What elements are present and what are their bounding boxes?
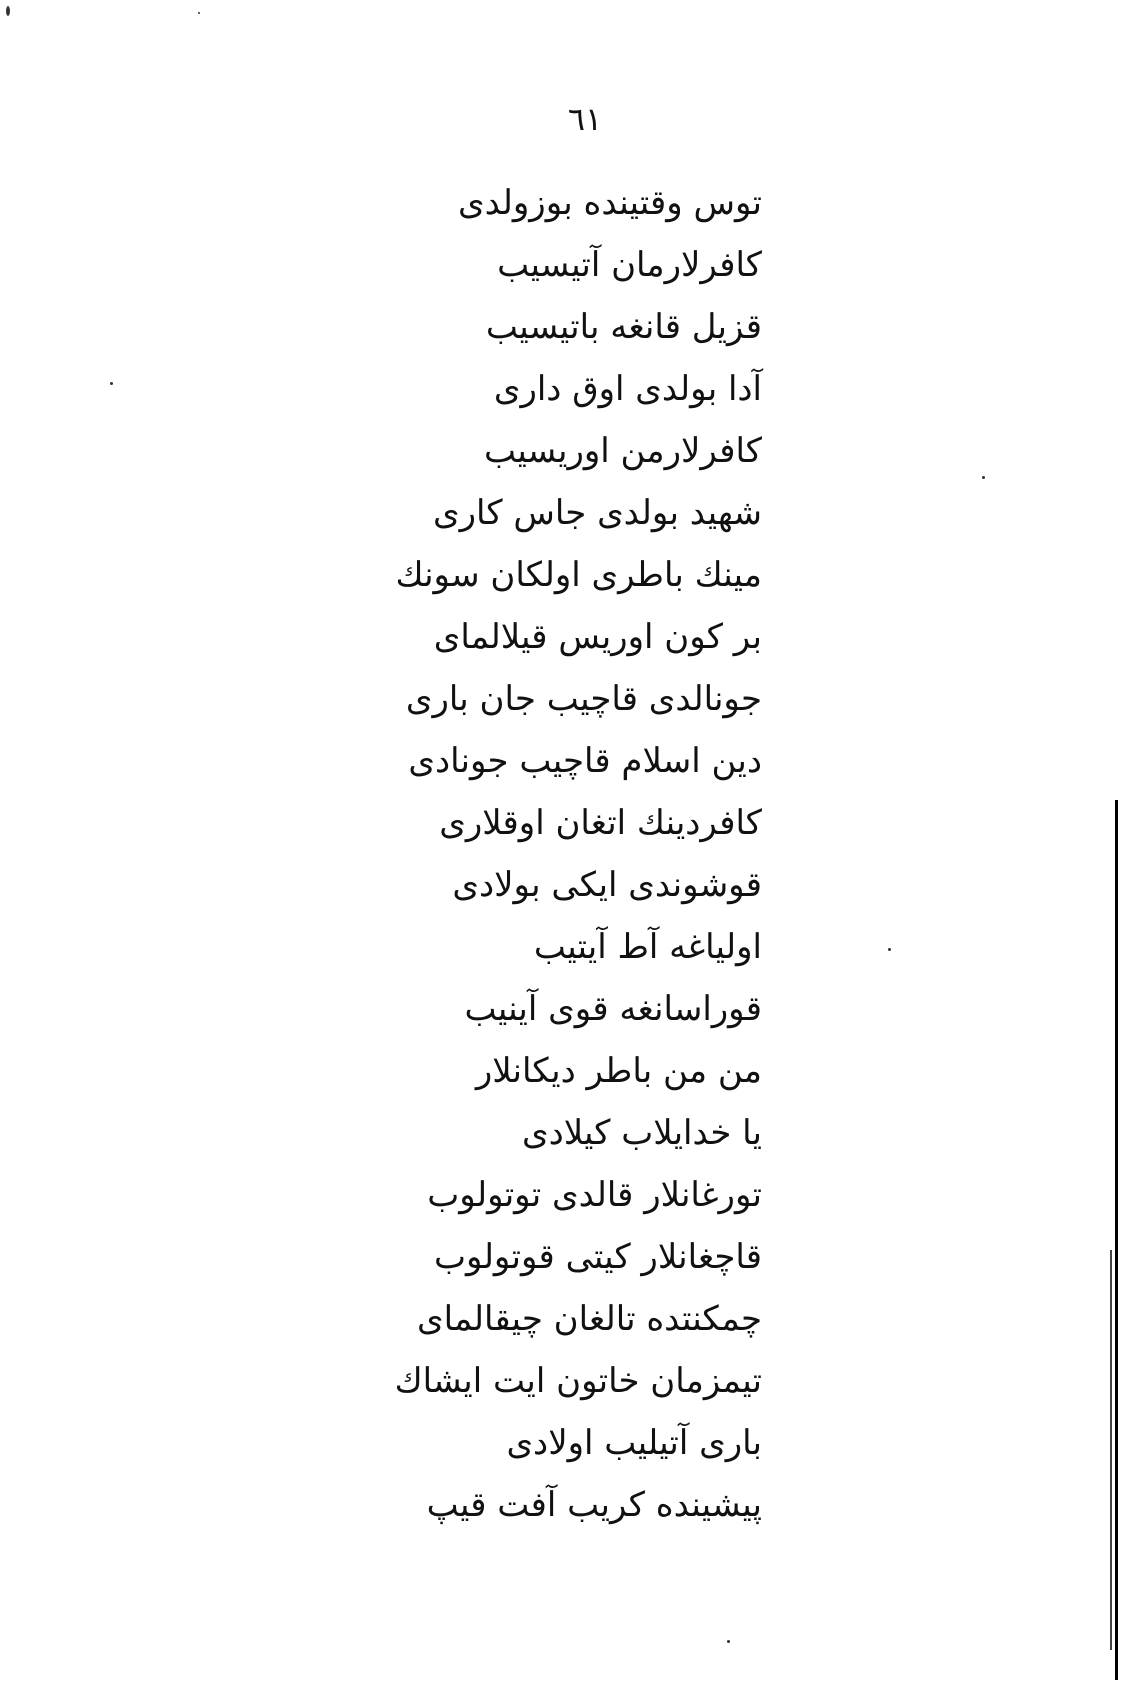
- verse-line: آدا بولدی اوق داری: [493, 369, 762, 409]
- scan-speck: [198, 12, 200, 14]
- verse-line: کافرلارمان آتیسیب: [497, 245, 762, 285]
- scan-speck: [110, 382, 113, 385]
- verse-line: دین اسلام قاچیب جونادی: [408, 741, 762, 781]
- scan-edge-line: [1110, 1250, 1112, 1650]
- scan-speck: [888, 948, 891, 951]
- verse-line: قاچغانلار کیتی قوتولوب: [434, 1237, 762, 1277]
- scan-speck: [6, 6, 10, 16]
- verse-line: من من باطر دیکانلار: [475, 1051, 762, 1091]
- verse-line: تیمزمان خاتون ایت ایشاك: [394, 1361, 762, 1401]
- scan-edge-line: [1115, 800, 1118, 1680]
- verse-line: بر کون اوریس قیلالمای: [433, 617, 762, 657]
- verse-line: شهید بولدی جاس کاری: [433, 493, 762, 533]
- verse-line: قزیل قانغه باتیسیب: [485, 307, 762, 347]
- verse-line: کافرلارمن اوریسیب: [484, 431, 762, 471]
- verse-line: اولیاغه آط آیتیب: [533, 927, 762, 967]
- poem-text: [342, 172, 762, 1536]
- verse-line: باری آتیلیب اولادی: [506, 1423, 762, 1463]
- verse-line: قوشوندی ایکی بولادی: [452, 865, 762, 905]
- verse-line: پیشینده کریب آفت قیپ: [426, 1485, 762, 1525]
- verse-line: کافردینك اتغان اوقلاری: [439, 803, 762, 843]
- page-number: ٦١: [567, 100, 603, 138]
- scan-speck: [982, 476, 985, 479]
- verse-line: قوراسانغه قوی آینیب: [464, 989, 762, 1029]
- verse-line: مینك باطری اولکان سونك: [395, 555, 762, 595]
- verse-line: یا خدایلاب کیلادی: [522, 1113, 762, 1153]
- verse-line: چمکنتده تالغان چیقالمای: [417, 1299, 762, 1339]
- scan-speck: [727, 1640, 730, 1643]
- verse-line: تورغانلار قالدی توتولوب: [427, 1175, 762, 1215]
- verse-line: جونالدی قاچیب جان باری: [405, 679, 762, 719]
- verse-line: توس وقتینده بوزولدی: [458, 183, 762, 223]
